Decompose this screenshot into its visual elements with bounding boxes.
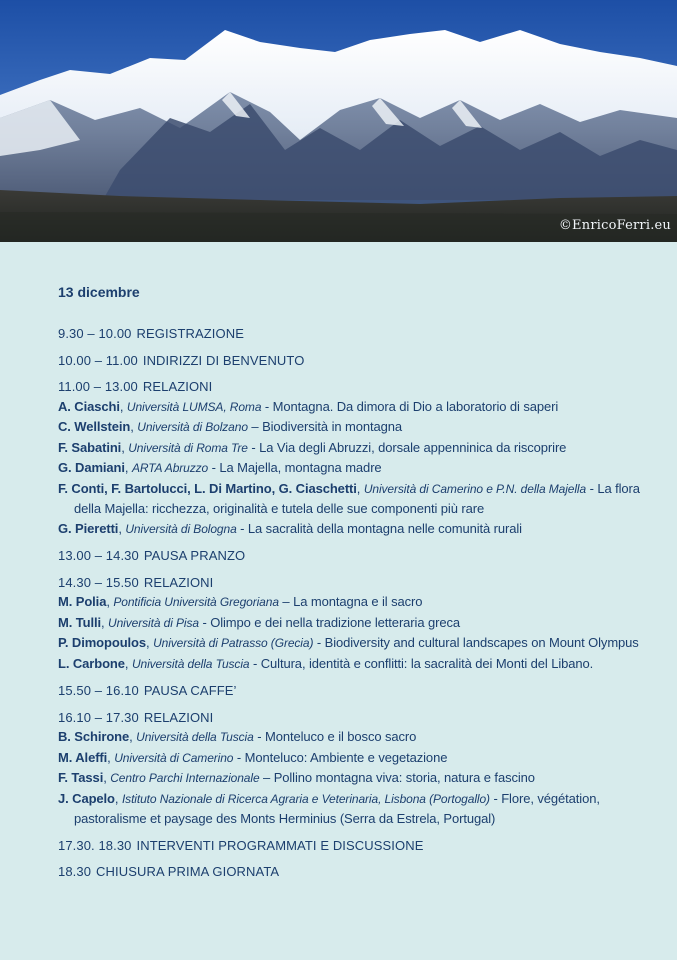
talk-entry: A. Ciaschi, Università LUMSA, Roma - Montagna. Da dimora di Dio a laboratorio di saperi xyxy=(58,398,559,414)
talk-separator: – xyxy=(259,770,274,785)
time-slot xyxy=(58,573,658,593)
talk-entry: C. Wellstein, Università di Bolzano – Biodiversità in montagna xyxy=(58,419,403,434)
talk-title: Monteluco: Ambiente e vegetazione xyxy=(244,749,448,765)
slot-label: CHIUSURA PRIMA GIORNATA xyxy=(96,864,280,879)
schedule-sections xyxy=(58,324,658,882)
speaker-affiliation: Università della Tuscia xyxy=(131,656,250,671)
speaker-affiliation: Università di Patrasso (Grecia) xyxy=(153,636,314,650)
talk-title: Biodiversity and cultural landscapes on Mount Olympus xyxy=(324,635,639,650)
time-slot xyxy=(58,546,658,566)
talk-title: La Majella, montagna madre xyxy=(219,460,382,475)
speaker-name: J. Capelo xyxy=(58,790,115,806)
talk-title: Cultura, identità e conflitti: la sacralità dei Monti del Libano. xyxy=(260,655,594,671)
slot-label: PAUSA PRANZO xyxy=(143,548,246,563)
talk-separator: - xyxy=(233,749,245,765)
speaker-name: G. Pieretti xyxy=(58,520,119,536)
mountain-photo xyxy=(0,0,677,242)
schedule-section xyxy=(58,708,658,829)
time-slot xyxy=(58,862,658,882)
talk-separator: – xyxy=(247,419,263,434)
talk-separator: - xyxy=(198,614,211,630)
talk-title: Montagna. Da dimora di Dio a laboratorio di saperi xyxy=(272,398,559,414)
talk-entry: F. Sabatini, Università di Roma Tre - La Via degli Abruzzi, dorsale appenninica da riscoprire xyxy=(58,439,567,455)
slot-time: 16.10 – 17.30 xyxy=(58,709,139,725)
schedule-section xyxy=(58,862,658,882)
speaker-affiliation: Istituto Nazionale di Ricerca Agraria e Veterinaria, Lisbona (Portogallo) xyxy=(121,791,490,806)
schedule-section xyxy=(58,351,658,371)
talk-entry: M. Polia, Pontificia Università Gregoriana – La montagna e il sacro xyxy=(58,594,423,609)
talk-separator: - xyxy=(586,480,598,496)
slot-time: 9.30 – 10.00 xyxy=(58,326,132,341)
speaker-name: G. Damiani xyxy=(58,460,125,475)
speaker-name: F. Conti, F. Bartolucci, L. Di Martino, G. Ciaschetti xyxy=(58,480,357,496)
talk-title: La montagna e il sacro xyxy=(293,594,423,609)
speaker-name: M. Tulli xyxy=(58,614,102,630)
speaker-name: A. Ciaschi xyxy=(58,398,120,414)
talk-title: Flore, végétation, pastoralisme et paysage des Monts Herminius (Serra da Estrela, Portugal) xyxy=(74,790,600,826)
talk-separator: - xyxy=(489,790,502,806)
slot-label: PAUSA CAFFE’ xyxy=(143,683,237,698)
talk-entry: M. Tulli, Università di Pisa - Olimpo e dei nella tradizione letteraria greca xyxy=(58,614,460,630)
slot-time: 14.30 – 15.50 xyxy=(58,574,139,590)
talk-separator: - xyxy=(253,729,265,744)
slot-label: RELAZIONI xyxy=(142,379,213,394)
talk-entry: G. Pieretti, Università di Bologna - La sacralità della montagna nelle comunità rurali xyxy=(58,520,522,536)
speaker-name: P. Dimopoulos xyxy=(58,635,147,650)
speaker-affiliation: Università della Tuscia xyxy=(136,730,254,744)
talk-title: La sacralità della montagna nelle comunità rurali xyxy=(247,520,522,536)
slot-label: RELAZIONI xyxy=(143,709,214,725)
talk-separator: - xyxy=(249,655,261,671)
schedule-section xyxy=(58,681,658,701)
speaker-affiliation: Università di Roma Tre xyxy=(128,440,248,455)
program-schedule xyxy=(58,284,658,889)
speaker-affiliation: Università LUMSA, Roma xyxy=(126,399,262,414)
schedule-section xyxy=(58,324,658,344)
talk-separator: - xyxy=(261,398,273,414)
speaker-affiliation: Università di Camerino xyxy=(114,750,234,765)
slot-time: 15.50 – 16.10 xyxy=(58,683,139,698)
talk-title: Biodiversità in montagna xyxy=(262,419,403,434)
talk-entry: F. Tassi, Centro Parchi Internazionale – Pollino montagna viva: storia, natura e fascino xyxy=(58,770,535,785)
schedule-section xyxy=(58,836,658,856)
speaker-name: M. Polia xyxy=(58,594,107,609)
talk-entry: G. Damiani, ARTA Abruzzo - La Majella, montagna madre xyxy=(58,460,382,475)
speaker-affiliation: Università di Bolzano xyxy=(137,420,248,434)
slot-label: INTERVENTI PROGRAMMATI E DISCUSSIONE xyxy=(136,837,424,853)
slot-label: REGISTRAZIONE xyxy=(136,326,244,341)
speaker-name: L. Carbone xyxy=(58,655,125,671)
speaker-affiliation: Università di Camerino e P.N. della Majella xyxy=(363,481,587,496)
schedule-section xyxy=(58,377,658,539)
talk-title: Monteluco e il bosco sacro xyxy=(264,729,417,744)
schedule-section xyxy=(58,573,658,675)
talk-separator: - xyxy=(247,439,260,455)
program-date: 13 dicembre xyxy=(58,284,140,300)
slot-label: RELAZIONI xyxy=(143,574,214,590)
talk-title: Pollino montagna viva: storia, natura e fascino xyxy=(273,770,535,785)
slot-time: 18.30 xyxy=(58,864,92,879)
mountain-landscape-image xyxy=(0,0,677,242)
speaker-name: B. Schirone xyxy=(58,729,130,744)
talk-title: La flora della Majella: ricchezza, originalità e tutela delle sue componenti più rare xyxy=(74,480,640,516)
talk-separator: - xyxy=(208,460,220,475)
time-slot xyxy=(58,377,658,397)
talk-title: La Via degli Abruzzi, dorsale appenninica da riscoprire xyxy=(259,439,567,455)
speaker-affiliation: Università di Bologna xyxy=(125,521,237,536)
photo-credit: ©EnricoFerri.eu xyxy=(558,218,671,233)
talk-entry: L. Carbone, Università della Tuscia - Cultura, identità e conflitti: la sacralità dei Monti del Libano. xyxy=(58,655,594,671)
schedule-section xyxy=(58,546,658,566)
slot-time: 10.00 – 11.00 xyxy=(58,352,138,368)
slot-time: 13.00 – 14.30 xyxy=(58,548,139,563)
talk-entry: F. Conti, F. Bartolucci, L. Di Martino, G. Ciaschetti, Università di Camerino e P.N. della Majella - La flora della Majella: ricchezza, originalità e tutela delle sue componenti più rare xyxy=(58,480,640,516)
talk-entry: M. Aleffi, Università di Camerino - Monteluco: Ambiente e vegetazione xyxy=(58,749,448,765)
talk-entry: P. Dimopoulos, Università di Patrasso (Grecia) - Biodiversity and cultural landscapes on Mount Olympus xyxy=(58,635,639,650)
talk-separator: – xyxy=(278,594,294,609)
time-slot xyxy=(58,324,658,344)
speaker-name: M. Aleffi xyxy=(58,749,108,765)
talk-entry: B. Schirone, Università della Tuscia - Monteluco e il bosco sacro xyxy=(58,729,417,744)
talk-separator: - xyxy=(313,635,325,650)
talk-title: Olimpo e dei nella tradizione letteraria greca xyxy=(210,614,460,630)
slot-time: 11.00 – 13.00 xyxy=(58,379,138,394)
speaker-affiliation: Centro Parchi Internazionale xyxy=(110,771,260,785)
talk-separator: - xyxy=(236,520,248,536)
speaker-name: F. Tassi xyxy=(58,770,104,785)
speaker-affiliation: ARTA Abruzzo xyxy=(131,461,209,475)
time-slot xyxy=(58,836,658,856)
speaker-affiliation: Università di Pisa xyxy=(108,615,199,630)
time-slot xyxy=(58,708,658,728)
time-slot xyxy=(58,681,658,701)
speaker-name: F. Sabatini xyxy=(58,439,122,455)
speaker-affiliation: Pontificia Università Gregoriana xyxy=(113,595,279,609)
speaker-name: C. Wellstein xyxy=(58,419,131,434)
slot-label: INDIRIZZI DI BENVENUTO xyxy=(142,352,305,368)
talk-entry: J. Capelo, Istituto Nazionale di Ricerca Agraria e Veterinaria, Lisbona (Portogallo) - Flore, végétation, pastoralisme et paysage des Monts Herminius (Serra da Estrela, Portugal) xyxy=(58,790,600,826)
slot-time: 17.30. 18.30 xyxy=(58,837,132,853)
time-slot xyxy=(58,351,658,371)
